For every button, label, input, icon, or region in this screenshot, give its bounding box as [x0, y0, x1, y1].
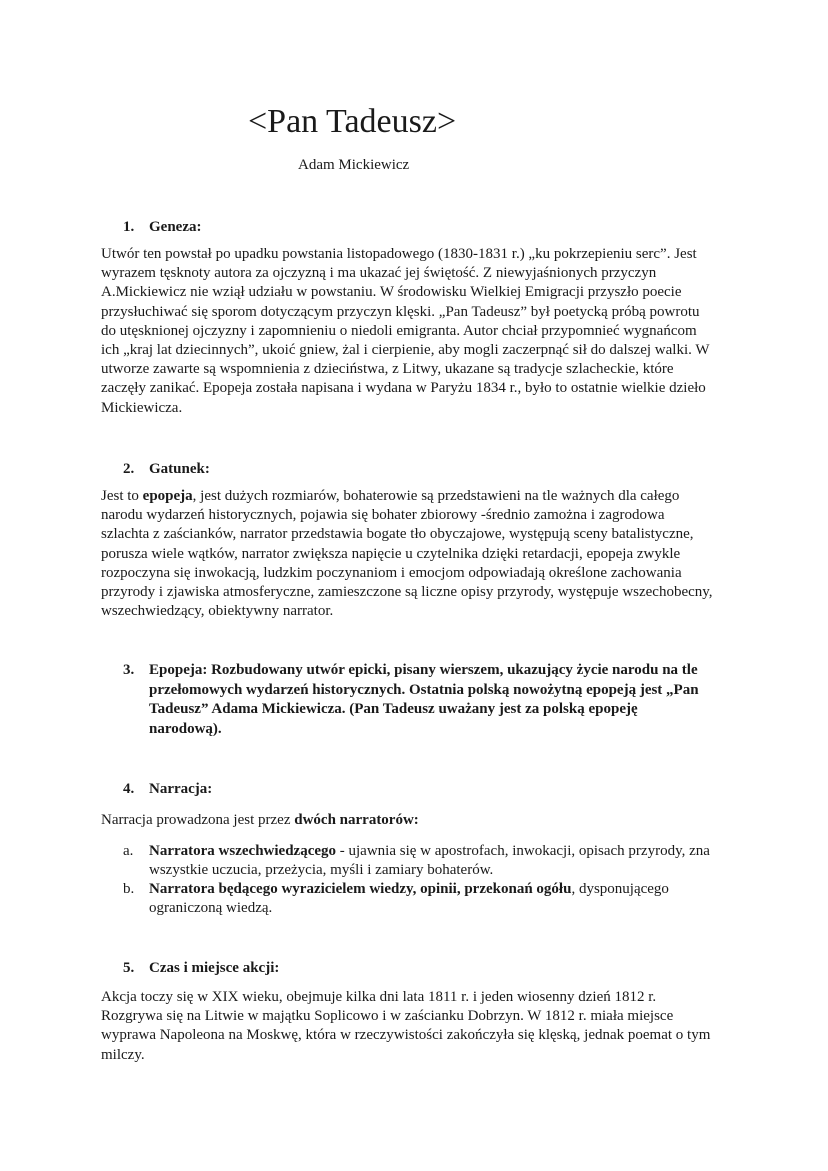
- text-line: ich „kraj lat dziecinnych”, ukoić gniew, żal i cierpienie, aby mogli zaczerpnąć sił do dalszej walki. W: [101, 342, 710, 359]
- document-title: <Pan Tadeusz>: [248, 103, 457, 140]
- text-fragment: Jest to: [101, 488, 143, 504]
- list-marker: a.: [123, 843, 134, 859]
- text-line: ograniczoną wiedzą.: [149, 900, 273, 917]
- text-line: [101, 487, 751, 506]
- document-author: Adam Mickiewicz: [298, 157, 410, 173]
- text-fragment: - ujawnia się w apostrofach, inwokacji, opisach przyrody, zna: [336, 843, 710, 859]
- text-line: Rozgrywa się na Litwie w majątku Soplicowo i w zaścianku Dobrzyn. W 1812 r. miała miejsce: [101, 1008, 674, 1025]
- text-line: zaczęły zanikać. Epopeja została napisana i wydana w Paryżu 1834 r., było to ostatnie wielkie dzieło: [101, 380, 706, 397]
- text-line: narodową).: [149, 720, 222, 737]
- text-line: Tadeusz” Adama Mickiewicza. (Pan Tadeusz uważany jest za polską epopeję: [149, 701, 638, 718]
- text-line: [149, 842, 710, 861]
- text-fragment: , dysponującego: [571, 881, 669, 897]
- text-line: Mickiewicza.: [101, 399, 183, 416]
- text-line: szlachta z zaścianków, narrator przedstawia bogate tło obyczajowe, występują sceny batalistyczne,: [101, 526, 694, 543]
- text-line: wyrazem tęsknoty autora za ojczyzną i ma ukazać jej świętość. Z niewyjaśnionych przyczyn: [101, 265, 657, 282]
- section-number: 5.: [123, 960, 135, 976]
- section-title: Geneza:: [149, 219, 202, 235]
- paragraph-czas: [101, 988, 751, 1065]
- text-line: porusza wiele wątków, narrator zwiększa napięcie u czytelnika dzięki retardacji, epopeja zwykle: [101, 545, 681, 562]
- section-number: 1.: [123, 219, 135, 235]
- text-line: narodu wydarzeń historycznych, pojawia się bohater zbiorowy -średnio zamożna i zagrodowa: [101, 507, 665, 524]
- text-fragment: , jest dużych rozmiarów, bohaterowie są przedstawieni na tle ważnych dla całego: [192, 488, 680, 504]
- bold-term: Narratora wszechwiedzącego: [149, 843, 337, 859]
- text-fragment: Narracja prowadzona jest przez: [101, 812, 295, 828]
- text-line: Utwór ten powstał po upadku powstania listopadowego (1830-1831 r.) „ku pokrzepieniu serc”. Jest: [101, 246, 697, 262]
- text-line: wyprawa Napoleona na Moskwę, która w rzeczywistości zakończyła się klęską, jednak poemat o tym: [101, 1027, 711, 1044]
- text-line: wszechwiedzący, obiektywny narrator.: [101, 603, 334, 620]
- paragraph-narracja-intro: [101, 811, 751, 830]
- section-number: 4.: [123, 781, 135, 797]
- text-line: przyrody i zjawiska atmosferyczne, zamieszczone są liczne opisy przyrody, występuje wszechobecny,: [101, 584, 713, 601]
- list-marker: b.: [123, 881, 135, 897]
- bold-term: dwóch narratorów:: [294, 812, 419, 828]
- paragraph-geneza: [101, 245, 751, 418]
- section-title: Gatunek:: [149, 461, 210, 477]
- section-number: 3.: [123, 662, 135, 678]
- text-line: wszystkie uczucia, przeżycia, myśli i zamiary bohaterów.: [149, 862, 494, 879]
- text-line: rozpoczyna się inwokacją, ludzkim poczynaniom i emocjom odpowiadają określone zachowania: [101, 564, 682, 581]
- section-title: Czas i miejsce akcji:: [149, 960, 280, 976]
- text-line: [149, 880, 669, 899]
- text-line: Akcja toczy się w XIX wieku, obejmuje kilka dni lata 1811 r. i jeden wiosenny dzień 1812 r.: [101, 989, 657, 1005]
- text-line: Epopeja: Rozbudowany utwór epicki, pisany wierszem, ukazujący życie narodu na tle: [149, 662, 698, 678]
- text-line: [101, 811, 751, 830]
- paragraph-gatunek: [101, 487, 751, 621]
- text-line: przysłuchiwać się sporom dotyczącym przyczyn klęski. „Pan Tadeusz” był poetycką próbą powrotu: [101, 303, 700, 320]
- section-number: 2.: [123, 461, 135, 477]
- text-line: przełomowych wydarzeń historycznych. Ostatnia polską nowożytną epopeją jest „Pan: [149, 681, 699, 698]
- text-line: milczy.: [101, 1046, 145, 1063]
- text-line: utworze zawarte są wspomnienia z dzieciństwa, z Litwy, ukazane są tradycje szlacheckie, które: [101, 361, 674, 378]
- section-title: Narracja:: [149, 781, 213, 797]
- text-line: do utęsknionej ojczyzny i zapomnieniu o niedoli emigranta. Autor chciał przypomnieć wygnańcom: [101, 322, 697, 339]
- bold-term: epopeja: [142, 488, 193, 504]
- text-line: A.Mickiewicz nie wziął udziału w powstaniu. W środowisku Wielkiej Emigracji przyszło poecie: [101, 284, 682, 301]
- bold-term: Narratora będącego wyrazicielem wiedzy, opinii, przekonań ogółu: [149, 881, 572, 897]
